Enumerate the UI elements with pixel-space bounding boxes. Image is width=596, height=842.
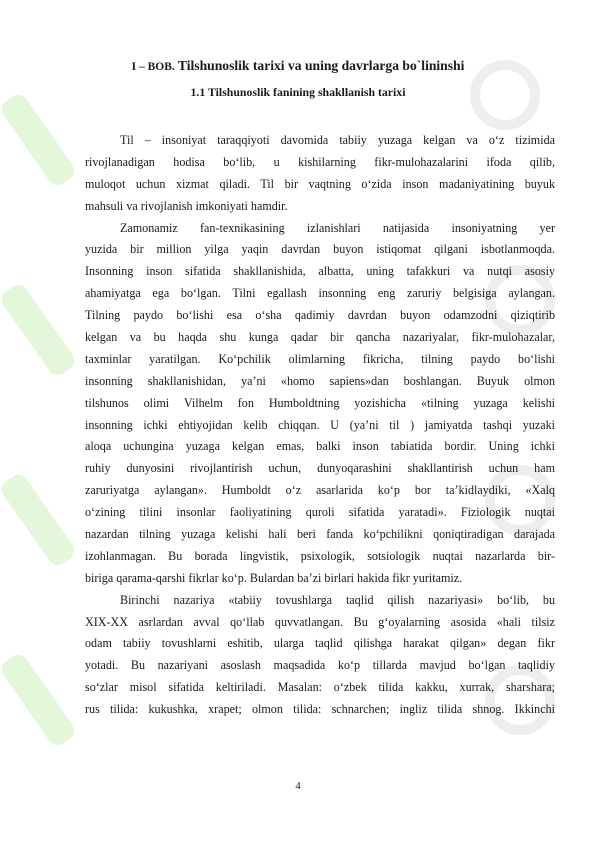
chapter-heading bbox=[0, 58, 596, 74]
watermark-mark bbox=[0, 651, 78, 749]
text-line: Insonning inson sifatida shakllanishida, albatta, uning tafakkuri va nutqi asosiy bbox=[85, 264, 555, 279]
text-line: mahsuli va rivojlanish imkoniyati hamdir. bbox=[85, 198, 288, 213]
text-line: rus tilida: kukushka, xrapet; olmon tilida: schnarchen; ingliz tilida shnog. Ikkinchi bbox=[85, 702, 555, 717]
body-text bbox=[85, 130, 555, 721]
chapter-title: Tilshunoslik tarixi va uning davrlarga bo`lininshi bbox=[177, 58, 465, 73]
text-line: nazardan tilning yuzaga kelishi hali beri fanda ko‘pchilikni qoniqtiradigan darajada bbox=[85, 527, 555, 542]
page-number: 4 bbox=[295, 781, 301, 792]
text-line: ahamiyatga ega bo‘lgan. Tilni egallash insonning eng zaruriy belgisiga aylangan. bbox=[85, 286, 555, 301]
text-line: tilshunos olimi Vilhelm fon Humboldtning yozishicha «tilning yuzaga kelishi bbox=[85, 395, 555, 410]
text-line: Til – insoniyat taraqqiyoti davomida tabiiy yuzaga kelgan va o‘z tizimida bbox=[120, 133, 555, 147]
text-line: taxminlar yaratilgan. Ko‘pchilik olimlarning fikricha, tilning paydo bo‘lishi bbox=[85, 351, 555, 366]
text-line: Birinchi nazariya «tabiiy tovushlarga taqlid qilish nazariyasi» bo‘lib, bu bbox=[120, 592, 555, 607]
text-line: so‘zlar misol sifatida keltiriladi. Masalan: o‘zbek tilida kakku, xurrak, sharshara; bbox=[85, 680, 555, 695]
text-line: Tilning paydo bo‘lishi esa o‘sha qadimiy davrdan buyon odamzodni qiziqtirib bbox=[85, 308, 555, 323]
watermark-mark bbox=[0, 281, 78, 379]
watermark-mark bbox=[0, 91, 78, 189]
text-line: biriga qarama-qarshi fikrlar ko‘p. Bulardan ba’zi birlari hakida fikr yuritamiz. bbox=[85, 570, 463, 585]
text-line: muloqot uchun xizmat qiladi. Til bir vaqtning o‘zida inson madaniyatining buyuk bbox=[85, 176, 555, 191]
section-heading: 1.1 Tilshunoslik fanining shakllanish tarixi bbox=[190, 85, 406, 99]
text-line: XIX-XX asrlardan avval qo‘llab quvvatlangan. Bu g‘oyalarning asosida «hali tilsiz bbox=[85, 614, 555, 629]
text-line: yotadi. Bu nazariyani asoslash maqsadida ko‘p tillarda mavjud bo‘lgan taqlidiy bbox=[85, 658, 555, 673]
text-line: o‘zining tilini insonlar faoliyatining quroli sifatida yaratadi». Fiziologik nuqtai bbox=[85, 505, 555, 520]
text-line: rivojlanadigan hodisa bo‘lib, u kishilarning fikr-mulohazalarini ifoda qilib, bbox=[85, 154, 555, 169]
text-line: insonning shakllanishidan, ya’ni «homo sapiens»dan boshlangan. Buyuk olmon bbox=[85, 373, 555, 388]
text-line: insonning ichki ehtiyojidan kelib chiqqan. U (ya’ni til ) jamiyatda tashqi yuzaki bbox=[85, 417, 555, 432]
text-line: zaruriyatga aylangan». Humboldt o‘z asarlarida ko‘p bor ta’kidlaydiki, «Xalq bbox=[85, 483, 555, 498]
text-line: aloqa uchungina yuzaga kelgan emas, balki inson tabiatida bordir. Uning ichki bbox=[85, 439, 555, 454]
text-line: odam tabiiy tovushlarni eshitib, ularga taqlid qilishga harakat qilgan» degan fikr bbox=[85, 636, 555, 651]
text-line: izohlanmagan. Bu borada lingvistik, psixologik, sotsiologik nuqtai nazarlarda bir- bbox=[85, 548, 555, 563]
text-line: ruhiy dunyosini rivojlantirish uchun, dunyoqarashini shakllantirish uchun ham bbox=[85, 461, 555, 476]
text-line: yuzida bir million yilga yaqin davrdan buyon istiqomat qilgani isbotlanmoqda. bbox=[85, 242, 555, 257]
text-line: Zamonamiz fan-texnikasining izlanishlari natijasida insoniyatning yer bbox=[120, 220, 555, 235]
chapter-prefix: I – BOB. bbox=[131, 61, 175, 73]
text-line: kelgan va bu haqda shu kunga qadar bir qancha nazariyalar, fikr-mulohazalar, bbox=[85, 330, 555, 345]
watermark-mark bbox=[0, 471, 78, 569]
